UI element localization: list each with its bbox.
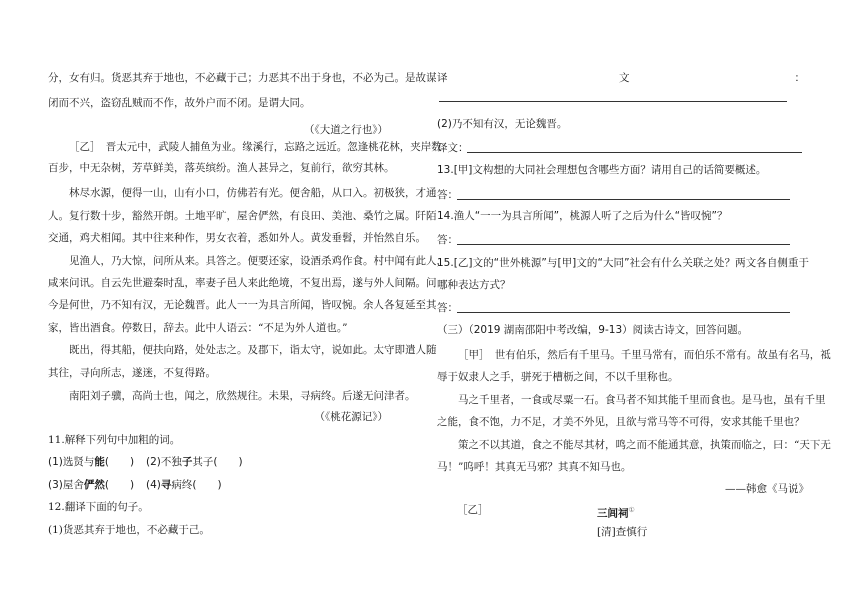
translation-label: 译文： — [437, 142, 469, 154]
source-citation: （《桃花源记》） — [314, 411, 388, 423]
text-line: 马之千里者，一食或尽粟一石。食马者不知其能千里而食也。是马也，虽有千里 — [458, 394, 826, 406]
text-line: 其往，寻向所志，遂迷，不复得路。 — [48, 367, 216, 379]
text-line: 闭而不兴，盗窃乱贼而不作，故外户而不闭。是谓大同。 — [48, 97, 311, 109]
answer-line[interactable] — [457, 244, 790, 245]
answer-line[interactable] — [467, 152, 802, 153]
question-13: 13.[甲]文构想的大同社会理想包含哪些方面？请用自己的话简要概述。 — [437, 164, 767, 176]
answer-label: 答： — [437, 189, 458, 201]
text-line: 今是何世，乃不知有汉，无论魏晋。此人一一为具言所闻，皆叹惋。余人各复延至其 — [48, 299, 437, 311]
translation-label-char: 文 — [619, 72, 630, 84]
q11-item-2: (2)不独子其子( ) — [146, 456, 243, 468]
text-line: 既出，得其船，便扶向路，处处志之。及郡下，诣太守，说如此。太守即遣人随 — [69, 344, 437, 356]
question-12: 12.翻译下面的句子。 — [48, 501, 149, 513]
text-line: 见渔人，乃大惊，问所从来。具答之。便要还家，设酒杀鸡作食。村中闻有此人， — [69, 255, 447, 267]
bold-word: 寻 — [160, 479, 172, 491]
text-line: 咸来问讯。自云先世避秦时乱，率妻子邑人来此绝境，不复出焉，遂与外人间隔。问 — [48, 277, 437, 289]
q11-item-4: (4)寻病终( ) — [146, 479, 222, 491]
question-12-item-2: (2)乃不知有汉，无论魏晋。 — [437, 118, 568, 130]
answer-label: 答： — [437, 234, 458, 246]
q11-item-1: (1)选贤与能( ) — [48, 456, 135, 468]
text-line: 人。复行数十步，豁然开朗。土地平旷，屋舍俨然，有良田、美池、桑竹之属。阡陌 — [48, 210, 437, 222]
text-line: 马！”呜呼！其真无马邪？其真不知马也。 — [437, 461, 632, 473]
question-15: 15.[乙]文的“世外桃源”与[甲]文的“大同”社会有什么关联之处？两文各自侧重于 — [437, 257, 809, 269]
bold-word: 俨然 — [83, 479, 105, 491]
question-15-cont: 哪种表达方式？ — [437, 279, 511, 291]
text-line: 交通，鸡犬相闻。其中往来种作，男女衣着，悉如外人。黄发垂髫，并怡然自乐。 — [48, 232, 426, 244]
text-line: 之能，食不饱，力不足，才美不外见，且欲与常马等不可得，安求其能千里也？ — [437, 416, 805, 428]
source-citation: ——韩愈《马说》 — [725, 483, 809, 495]
bold-word: 子 — [181, 456, 193, 468]
text-line: 林尽水源，便得一山，山有小口，仿佛若有光。便舍船，从口入。初极狭，才通 — [69, 187, 437, 199]
translation-label-char: 译 — [437, 72, 448, 84]
text-line: 分，女有归。货恶其弃于地也，不必藏于己；力恶其不出于身也，不必为己。是故谋 — [48, 72, 437, 84]
question-12-item-1: (1)货恶其弃于地也，不必藏于己。 — [48, 524, 210, 536]
bold-word: 能 — [94, 456, 105, 468]
text-line: 辱于奴隶人之手，骈死于槽枥之间，不以千里称也。 — [437, 371, 679, 383]
q11-item-row — [48, 478, 388, 492]
poem-title: 三闾祠① — [597, 506, 635, 520]
text-line: 家，皆出酒食。停数日，辞去。此中人语云：“不足为外人道也。” — [48, 322, 348, 334]
text-line: 策之不以其道，食之不能尽其材，鸣之而不能通其意，执策而临之，曰：“天下无 — [458, 439, 831, 451]
answer-line[interactable] — [457, 199, 790, 200]
answer-line[interactable] — [439, 101, 787, 102]
answer-label: 答： — [437, 302, 458, 314]
text-line: 百步，中无杂树，芳草鲜美，落英缤纷。渔人甚异之，复前行，欲穷其林。 — [48, 162, 395, 174]
source-citation: （《大道之行也》） — [304, 124, 388, 136]
answer-line[interactable] — [457, 312, 790, 313]
question-11: 11.解释下列句中加粗的词。 — [48, 434, 181, 446]
text-line: 南阳刘子骥，高尚士也，闻之，欣然规往。未果，寻病终。后遂无问津者。 — [69, 390, 416, 402]
q11-item-3: (3)屋舍俨然( ) — [48, 479, 135, 491]
poem-author: [清]查慎行 — [597, 526, 648, 538]
section-heading: （三）（2019 湖南邵阳中考改编，9-13）阅读古诗文，回答问题。 — [437, 324, 749, 336]
footnote-marker: ① — [628, 506, 635, 514]
translation-label-colon: ： — [794, 72, 805, 84]
q11-item-row — [48, 455, 388, 469]
question-14: 14.渔人“一一为具言所闻”，桃源人听了之后为什么“皆叹惋”？ — [437, 210, 728, 222]
text-line: ［乙］ 晋太元中，武陵人捕鱼为业。缘溪行，忘路之远近。忽逢桃花林，夹岸数 — [69, 141, 442, 153]
section-tag: ［乙］ — [457, 504, 489, 516]
text-line: ［甲］ 世有伯乐，然后有千里马。千里马常有，而伯乐不常有。故虽有名马，祗 — [458, 349, 831, 361]
